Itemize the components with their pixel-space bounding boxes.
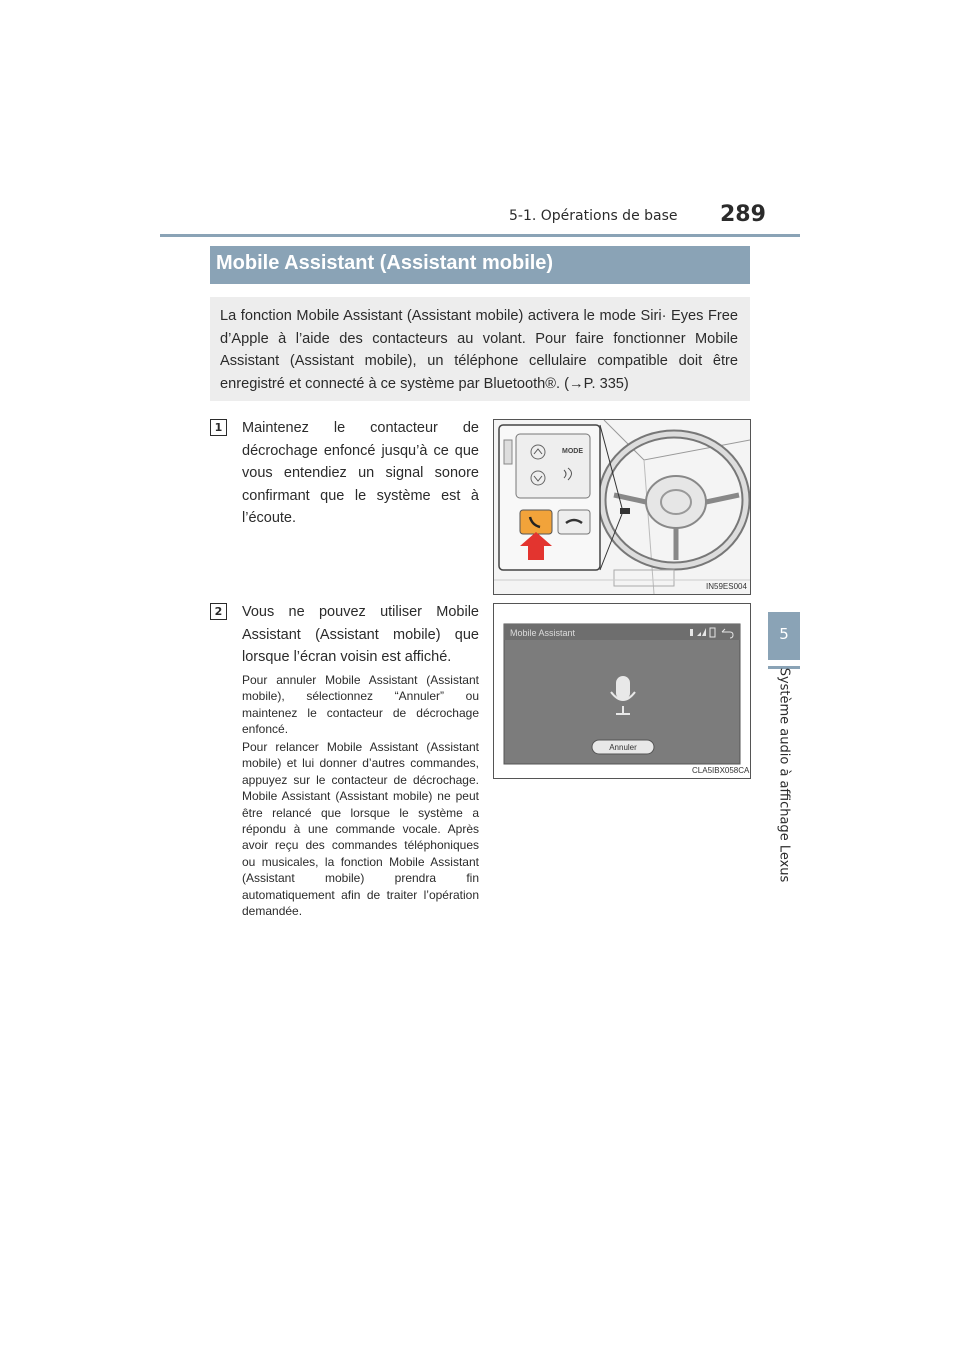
- step-1-text: Maintenez le contacteur de décrochage enfoncé jusqu’à ce que vous entendiez un signal sonore confirmant que le système est à l’écoute.: [242, 420, 479, 526]
- section-title: 5-1. Opérations de base: [509, 208, 678, 224]
- chapter-number: 5: [779, 625, 789, 643]
- page-number: 289: [720, 202, 766, 227]
- screen-title: Mobile Assistant: [510, 628, 576, 638]
- intro-text: La fonction Mobile Assistant (Assistant mobile) activera le mode Siri· Eyes Free d’Apple à l’aide des contacteurs au volant. Pour faire fonctionner Mobile Assistant (Assistant mobile), un téléphone cellulaire compatible doit être enregistré et connecté à ce système par Bluetooth®. (→P. 335): [220, 308, 738, 392]
- signal-icon: [690, 629, 693, 636]
- step-1-number: 1: [210, 419, 227, 436]
- cancel-button-label: Annuler: [609, 743, 637, 752]
- mobile-assistant-screen-figure: [493, 603, 751, 779]
- section-heading: Mobile Assistant (Assistant mobile): [216, 252, 554, 274]
- step-2-number: 2: [210, 603, 227, 620]
- steering-wheel-figure: [493, 419, 751, 595]
- figure-1-code: IN59ES004: [706, 582, 747, 591]
- chapter-label: Système audio à affichage Lexus: [776, 667, 792, 883]
- note-cancel: Pour annuler Mobile Assistant (Assistant mobile), sélectionnez “Annuler” ou maintenez le contacteur de décrochage enfoncé.: [242, 673, 479, 737]
- header-rule: [160, 234, 800, 237]
- figure-2-code: CLA5IBX058CA: [692, 766, 750, 775]
- note-relaunch: Pour relancer Mobile Assistant (Assistant mobile) et lui donner d’autres commandes, appuyez sur le contacteur de décrochage. Mobile Assistant (Assistant mobile) ne peut être relancé que lorsque le système a répondu à une commande vocale. Après avoir reçu des commandes téléphoniques ou musicales, la fonction Mobile Assistant (Assistant mobile) prendra fin automatiquement afin de traiter l’opération demandée.: [242, 740, 479, 919]
- mode-label: MODE: [562, 448, 583, 455]
- step-2-text: Vous ne pouvez utiliser Mobile Assistant (Assistant mobile) que lorsque l’écran voisin est affiché.: [242, 604, 479, 665]
